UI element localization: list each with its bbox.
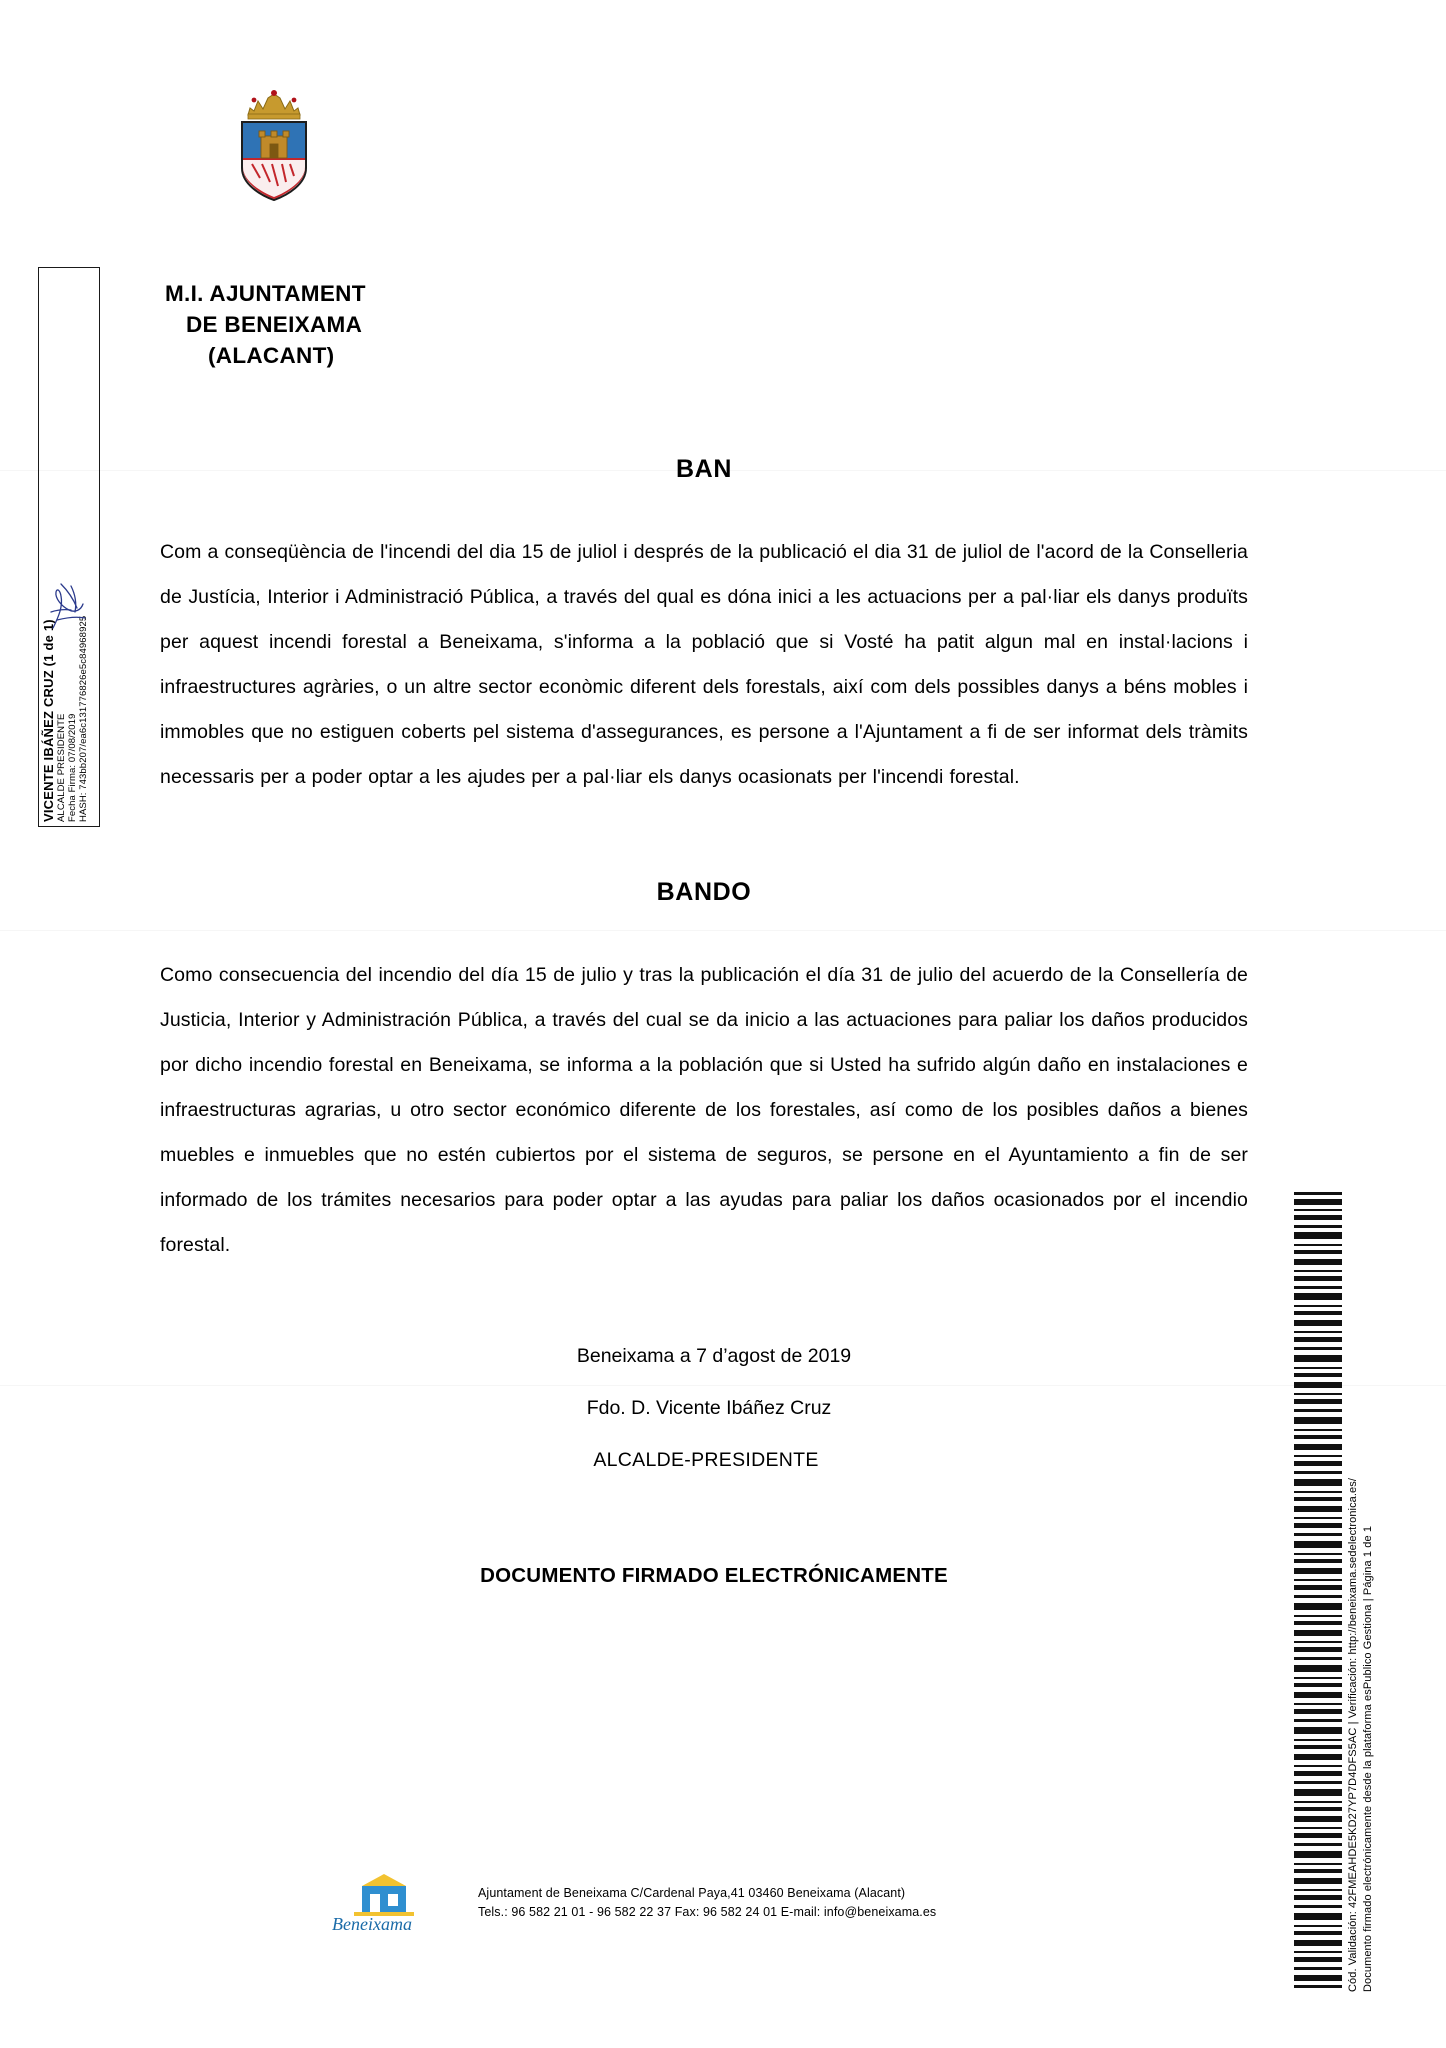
footer-contact xyxy=(478,1884,936,1922)
electronic-signature-note: DOCUMENTO FIRMADO ELECTRÓNICAMENTE xyxy=(480,1564,948,1587)
ban-paragraph: Com a conseqüència de l'incendi del dia 15 de juliol i després de la publicació el dia 31 de juliol de l'acord de la Conselleria de Justícia, Interior i Administració Pública, a través del qual es dóna inici a les actuacions per a pal·liar els danys produïts per aquest incendi forestal a Beneixama, s'informa a la població que si Vosté ha patit algun mal en instal·lacions i infraestructures agràries, o un altre sector econòmic diferent dels forestals, així com dels possibles danys a béns mobles i immobles que no estiguen coberts pel sistema d'assegurances, es persone a l'Ajuntament a fi de ser informat dels tràmits necessaris per a poder optar a les ajudes per a pal·liar els danys ocasionats per l'incendi forestal. xyxy=(160,541,1248,788)
bando-paragraph: Como consecuencia del incendio del día 15 de julio y tras la publicación el día 31 de julio del acuerdo de la Consellería de Justicia, Interior y Administración Pública, a través del cual se da inicio a las actuaciones para paliar los daños producidos por dicho incendio forestal en Beneixama, se informa a la población que si Usted ha sufrido algún daño en instalaciones e infraestructuras agrarias, u otro sector económico diferente de los forestales, así como de los posibles daños a bienes muebles e inmuebles que no estén cubiertos por el sistema de seguros, se persone en el Ayuntamiento a fin de ser informado de los trámites necesarios para poder optar a las ayudas para paliar los daños ocasionados por el incendio forestal. xyxy=(160,964,1248,1256)
letterhead xyxy=(160,278,580,371)
letterhead-line-3: (ALACANT) xyxy=(208,343,335,368)
handwritten-signature-icon xyxy=(47,576,93,636)
coat-of-arms-icon xyxy=(228,88,320,203)
svg-text:Beneixama: Beneixama xyxy=(332,1914,412,1934)
signature-stamp-name: VICENTE IBÁÑEZ CRUZ (1 de 1) xyxy=(41,619,56,822)
barcode-icon xyxy=(1292,1192,1344,1992)
ban-title: BAN xyxy=(676,455,732,483)
footer-phones: Tels.: 96 582 21 01 - 96 582 22 37 Fax: 96 582 24 01 E-mail: info@beneixama.es xyxy=(478,1905,937,1919)
signoff-block xyxy=(160,1330,1248,1486)
signature-stamp-date: Fecha Firma: 07/08/2019 xyxy=(67,713,78,822)
beneixama-logo-icon xyxy=(330,1872,460,1934)
signoff-place-date: Beneixama a 7 d’agost de 2019 xyxy=(576,1345,852,1367)
signature-stamp-role: ALCALDE PRESIDENTE xyxy=(56,713,67,822)
verification-barcode xyxy=(1292,1192,1344,1992)
letterhead-line-1: M.I. AJUNTAMENT xyxy=(165,281,366,306)
verification-platform-line: Documento firmado electrónicamente desde la plataforma esPublico Gestiona | Página 1 de 1 xyxy=(1362,1525,1374,1992)
beneixama-logo xyxy=(330,1872,460,1934)
electronic-signature-stamp xyxy=(38,267,100,827)
signoff-signer: Fdo. D. Vicente Ibáñez Cruz xyxy=(586,1397,832,1419)
bando-title: BANDO xyxy=(656,878,752,906)
letterhead-line-2: DE BENEIXAMA xyxy=(186,312,363,337)
verification-strip xyxy=(1292,1192,1418,1992)
page-footer xyxy=(330,1872,1070,1934)
verification-text xyxy=(1346,1192,1376,1992)
signature-stamp-hash: HASH: 743bb207/ea6c131776826e5c84968925 xyxy=(78,615,89,822)
signoff-role: ALCALDE-PRESIDENTE xyxy=(593,1449,819,1471)
verification-code-line: Cód. Validación: 42FMEAHDE5KD27YP7D4DFS5AC | Verificación: http://beneixama.sedelectronica.es/ xyxy=(1347,1477,1359,1992)
document-body xyxy=(160,455,1248,1588)
footer-address: Ajuntament de Beneixama C/Cardenal Paya,41 03460 Beneixama (Alacant) xyxy=(478,1886,906,1900)
